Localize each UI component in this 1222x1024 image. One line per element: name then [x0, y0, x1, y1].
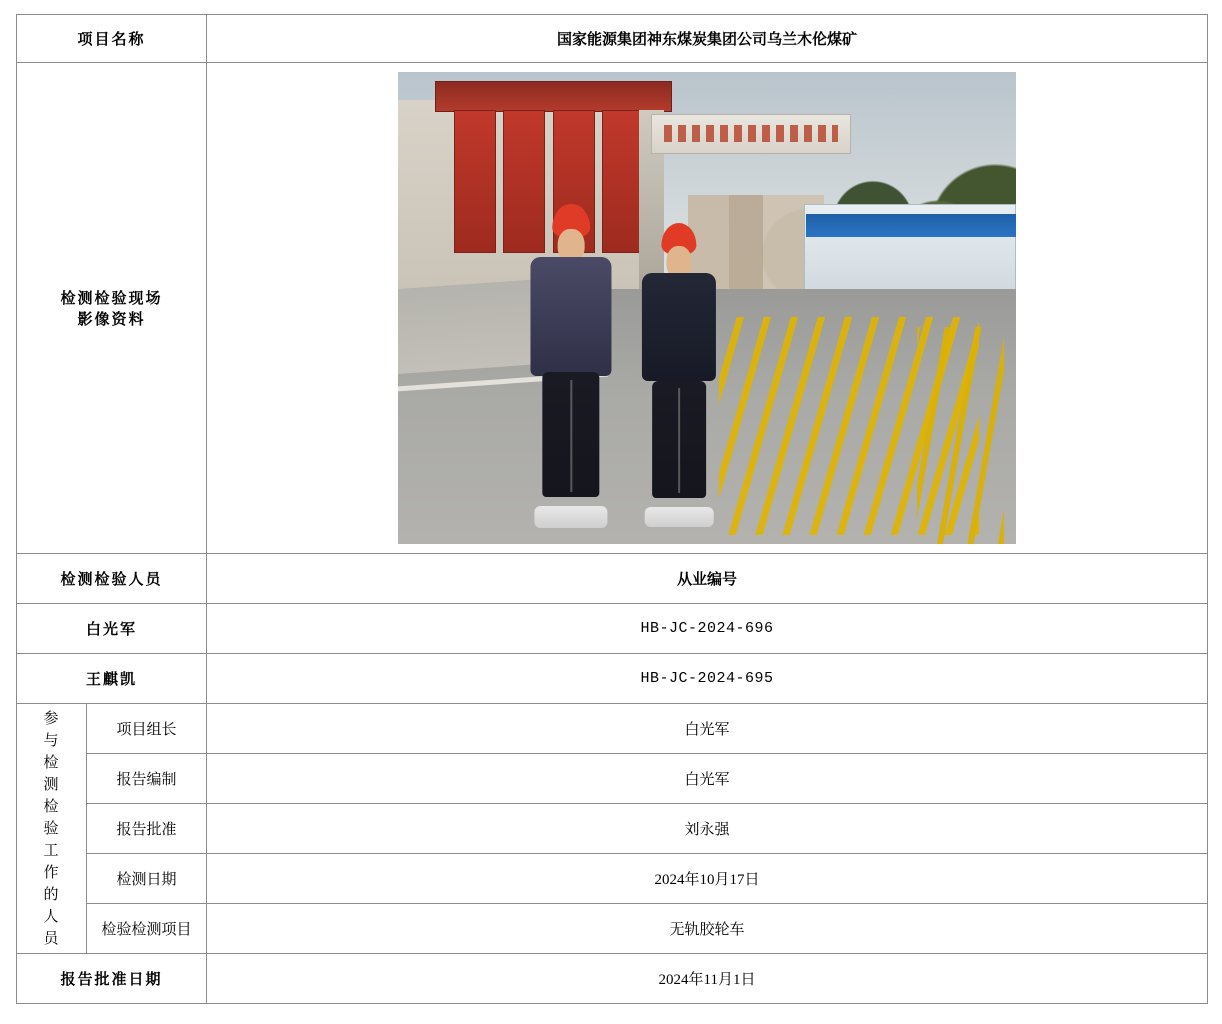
inspector-number: HB-JC-2024-695: [207, 654, 1208, 704]
road-marking-edge: [917, 327, 1004, 544]
colliery-gate-sign: [651, 114, 851, 154]
table-row-approval-date: [17, 954, 1208, 1004]
participants-label: [17, 704, 87, 954]
table-row-project-name: [17, 15, 1208, 63]
participant-role-value: 刘永强: [207, 804, 1208, 854]
site-photo-image: [398, 72, 1016, 544]
participants-label-char: 的: [43, 886, 60, 903]
inspector-number-header: 从业编号: [207, 554, 1208, 604]
approval-date-value: 2024年11月1日: [207, 954, 1208, 1004]
participant-role-label: 检验检测项目: [87, 904, 207, 954]
red-banner: [454, 110, 496, 254]
table-row-inspector-header: [17, 554, 1208, 604]
participant-role-value: 白光军: [207, 754, 1208, 804]
person-jacket: [531, 257, 612, 375]
participants-label-char: 工: [43, 842, 60, 859]
table-row-participant-leader: [17, 704, 1208, 754]
participants-label-char: 测: [43, 776, 60, 793]
inspector-name: 白光军: [17, 604, 207, 654]
person-shoes: [534, 506, 607, 528]
site-photo-label: [17, 63, 207, 554]
participants-label-char: 检: [43, 754, 60, 771]
participant-role-value: 白光军: [207, 704, 1208, 754]
table-row-inspector-1: [17, 604, 1208, 654]
approval-date-label: 报告批准日期: [17, 954, 207, 1004]
inspector-person-left: [522, 204, 621, 516]
person-legs: [542, 372, 599, 497]
participant-role-value: 无轨胶轮车: [207, 904, 1208, 954]
table-row-participant-approver: [17, 804, 1208, 854]
participant-role-label: 检测日期: [87, 854, 207, 904]
table-row-inspection-date: [17, 854, 1208, 904]
project-name-label: 项目名称: [17, 15, 207, 63]
person-shoes: [645, 507, 714, 527]
table-row-participant-author: [17, 754, 1208, 804]
participants-label-char: 人: [43, 908, 60, 925]
site-photo-label-line1: 检测检验现场: [60, 291, 163, 307]
person-jacket: [642, 273, 716, 381]
table-row-inspector-2: [17, 654, 1208, 704]
table-row-inspection-item: [17, 904, 1208, 954]
participants-label-char: 验: [43, 820, 60, 837]
participant-role-label: 报告批准: [87, 804, 207, 854]
participants-label-char: 员: [43, 930, 60, 947]
project-name-value: 国家能源集团神东煤炭集团公司乌兰木伦煤矿: [207, 15, 1208, 63]
participants-label-char: 检: [43, 798, 60, 815]
participant-role-label: 项目组长: [87, 704, 207, 754]
inspector-number: HB-JC-2024-696: [207, 604, 1208, 654]
bank-signboard: [806, 214, 1016, 238]
top-banner: [435, 81, 672, 111]
person-legs: [652, 381, 706, 498]
participant-role-value: 2024年10月17日: [207, 854, 1208, 904]
inspection-info-table: [16, 14, 1208, 1004]
inspector-person-right: [633, 223, 726, 516]
participant-role-label: 报告编制: [87, 754, 207, 804]
participants-label-char: 与: [43, 732, 60, 749]
site-photo-cell: [207, 63, 1208, 554]
participants-label-char: 作: [43, 864, 60, 881]
inspector-name: 王麒凯: [17, 654, 207, 704]
participants-label-char: 参: [43, 710, 60, 727]
table-row-site-photo: [17, 63, 1208, 554]
inspector-label: 检测检验人员: [17, 554, 207, 604]
site-photo-label-line2: 影像资料: [77, 312, 146, 328]
